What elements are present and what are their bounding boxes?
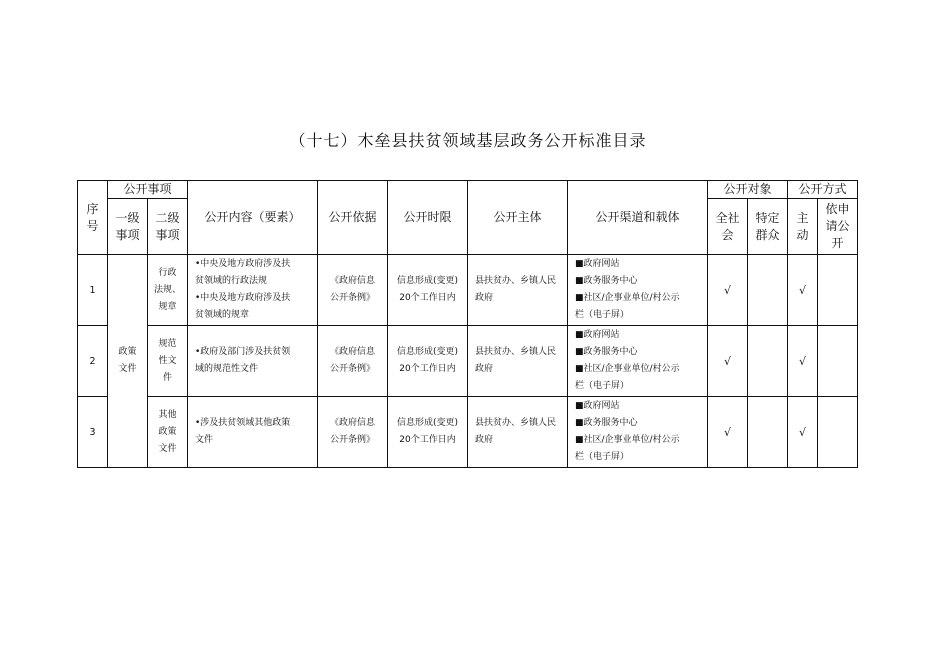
- row-seq: 1: [78, 255, 108, 326]
- row-seq: 2: [78, 326, 108, 397]
- row-channel: ■政府网站 ■政务服务中心 ■社区/企事业单位/村公示 栏（电子屏）: [568, 326, 708, 397]
- row-basis: 《政府信息 公开条例》: [318, 397, 388, 468]
- row-time-limit: 信息形成(变更) 20个工作日内: [388, 326, 468, 397]
- header-time-limit: 公开时限: [388, 181, 468, 255]
- row-subject: 县扶贫办、乡镇人民 政府: [468, 326, 568, 397]
- header-channel: 公开渠道和载体: [568, 181, 708, 255]
- header-level1: 一级 事项: [108, 199, 148, 255]
- row-basis: 《政府信息 公开条例》: [318, 326, 388, 397]
- row-basis: 《政府信息 公开条例》: [318, 255, 388, 326]
- header-content: 公开内容（要素）: [188, 181, 318, 255]
- row-method-active-check: √: [788, 397, 818, 468]
- table-row: [78, 326, 858, 397]
- header-subject: 公开主体: [468, 181, 568, 255]
- header-method: 公开方式: [788, 181, 858, 199]
- catalog-table: [77, 180, 858, 468]
- row-level2: 行政 法规、 规章: [148, 255, 188, 326]
- row-seq: 3: [78, 397, 108, 468]
- header-level2: 二级 事项: [148, 199, 188, 255]
- header-method-apply: 依申 请公 开: [818, 199, 858, 255]
- row-level2: 规范 性文 件: [148, 326, 188, 397]
- row-time-limit: 信息形成(变更) 20个工作日内: [388, 397, 468, 468]
- row-content: •涉及扶贫领域其他政策 文件: [188, 397, 318, 468]
- row-time-limit: 信息形成(变更) 20个工作日内: [388, 255, 468, 326]
- level1-merged-cell: 政策 文件: [108, 255, 148, 468]
- header-target-specific: 特定 群众: [748, 199, 788, 255]
- header-basis: 公开依据: [318, 181, 388, 255]
- header-seq: 序 号: [78, 181, 108, 255]
- row-method-apply-check: [818, 397, 858, 468]
- row-channel: ■政府网站 ■政务服务中心 ■社区/企事业单位/村公示 栏（电子屏）: [568, 255, 708, 326]
- row-method-apply-check: [818, 255, 858, 326]
- row-level2: 其他 政策 文件: [148, 397, 188, 468]
- row-content: •中央及地方政府涉及扶 贫领域的行政法规 •中央及地方政府涉及扶 贫领域的规章: [188, 255, 318, 326]
- row-target-all-check: √: [708, 255, 748, 326]
- row-target-specific-check: [748, 255, 788, 326]
- table-row: [78, 397, 858, 468]
- row-subject: 县扶贫办、乡镇人民 政府: [468, 397, 568, 468]
- row-target-all-check: √: [708, 397, 748, 468]
- row-method-apply-check: [818, 326, 858, 397]
- row-target-all-check: √: [708, 326, 748, 397]
- row-content: •政府及部门涉及扶贫领 域的规范性文件: [188, 326, 318, 397]
- header-method-active: 主 动: [788, 199, 818, 255]
- row-target-specific-check: [748, 397, 788, 468]
- row-method-active-check: √: [788, 326, 818, 397]
- row-subject: 县扶贫办、乡镇人民 政府: [468, 255, 568, 326]
- table-row: [78, 255, 858, 326]
- header-matters: 公开事项: [108, 181, 188, 199]
- row-channel: ■政府网站 ■政务服务中心 ■社区/企事业单位/村公示 栏（电子屏）: [568, 397, 708, 468]
- document-title: （十七）木垒县扶贫领域基层政务公开标准目录: [289, 131, 647, 150]
- row-method-active-check: √: [788, 255, 818, 326]
- row-target-specific-check: [748, 326, 788, 397]
- header-target: 公开对象: [708, 181, 788, 199]
- header-target-all: 全社 会: [708, 199, 748, 255]
